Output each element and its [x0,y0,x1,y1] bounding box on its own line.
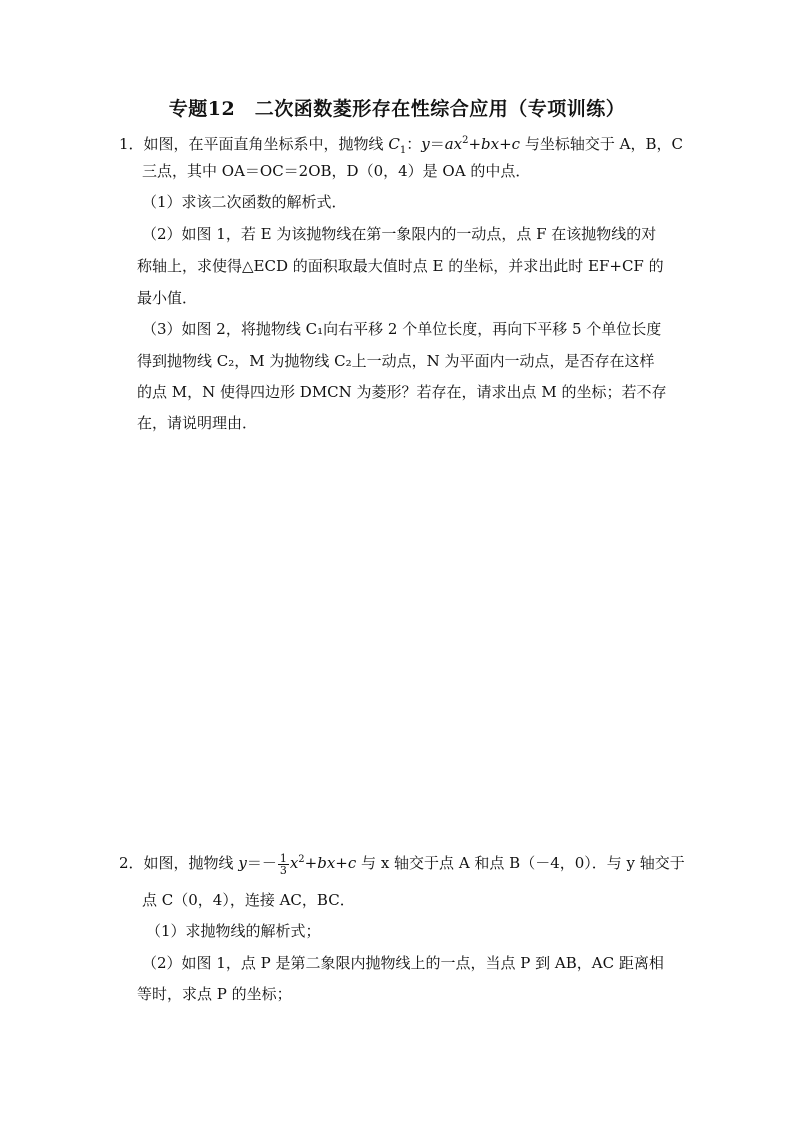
question-1-part-3-line-2: 得到抛物线 C₂，M 为抛物线 C₂上一动点，N 为平面内一动点，是否存在这样 [137,352,655,370]
question-1-part-3-line-4: 在，请说明理由． [137,414,258,432]
question-1-part-3-line-3: 的点 M，N 使得四边形 DMCN 为菱形？若存在，请求出点 M 的坐标；若不存 [137,383,667,401]
fraction-one-third [278,853,289,876]
equation-exponent: 2 [462,135,469,146]
equation-equals: ＝ [429,135,445,153]
colon: ： [406,135,422,153]
equation-rest: +bx+c [304,854,357,872]
parabola-name: C [388,135,400,153]
equation-x: x [289,854,299,872]
question-2-line-2: 点 C（0，4），连接 AC，BC． [142,891,355,909]
question-1-part-2-line-1: （2）如图 1，若 E 为该抛物线在第一象限内的一动点，点 F 在该抛物线的对 [142,225,657,243]
question-1-part-3-line-1: （3）如图 2，将抛物线 C₁向右平移 2 个单位长度，再向下平移 5 个单位长度 [142,320,662,338]
question-2-part-1: （1）求抛物线的解析式； [146,922,321,940]
equation-rest: +bx+c [468,135,521,153]
question-1-line-2: 三点，其中 OA＝OC＝2OB，D（0，4）是 OA 的中点． [142,162,531,180]
question-1-part-2-line-2: 称轴上，求使得△ECD 的面积取最大值时点 E 的坐标，并求出此时 EF+CF 的 [137,257,664,275]
question-1-text: 如图，在平面直角坐标系中，抛物线 [143,135,389,153]
fraction-denominator: 3 [279,863,287,877]
question-2-line-1 [119,850,685,876]
question-2-text: 如图，抛物线 [143,854,239,872]
question-2-part-2-line-1: （2）如图 1，点 P 是第二象限内抛物线上的一点，当点 P 到 AB，AC 距离相 [142,954,664,972]
question-1-part-2-line-3: 最小值． [137,289,198,307]
question-1-number: 1． [119,135,144,153]
question-2-number: 2． [119,854,144,872]
equation-y: y [238,854,247,872]
parabola-subscript: 1 [399,145,407,156]
question-2-part-2-line-2: 等时，求点 P 的坐标； [137,985,292,1003]
question-1-line-1-tail: 与坐标轴交于 A，B，C [520,135,683,153]
page-title: 专题12 二次函数菱形存在性综合应用（专项训练） [168,98,626,120]
equation-ax: ax [444,135,463,153]
equation-y: y [421,135,430,153]
question-2-line-1-tail: 与 x 轴交于点 A 和点 B（－4，0）．与 y 轴交于 [356,854,685,872]
equation-equals-minus: ＝－ [246,854,277,872]
fraction-numerator: 1 [279,851,287,865]
question-1-part-1: （1）求该二次函数的解析式． [142,193,347,211]
question-1-line-1 [119,131,683,161]
equation-exponent: 2 [298,854,305,865]
